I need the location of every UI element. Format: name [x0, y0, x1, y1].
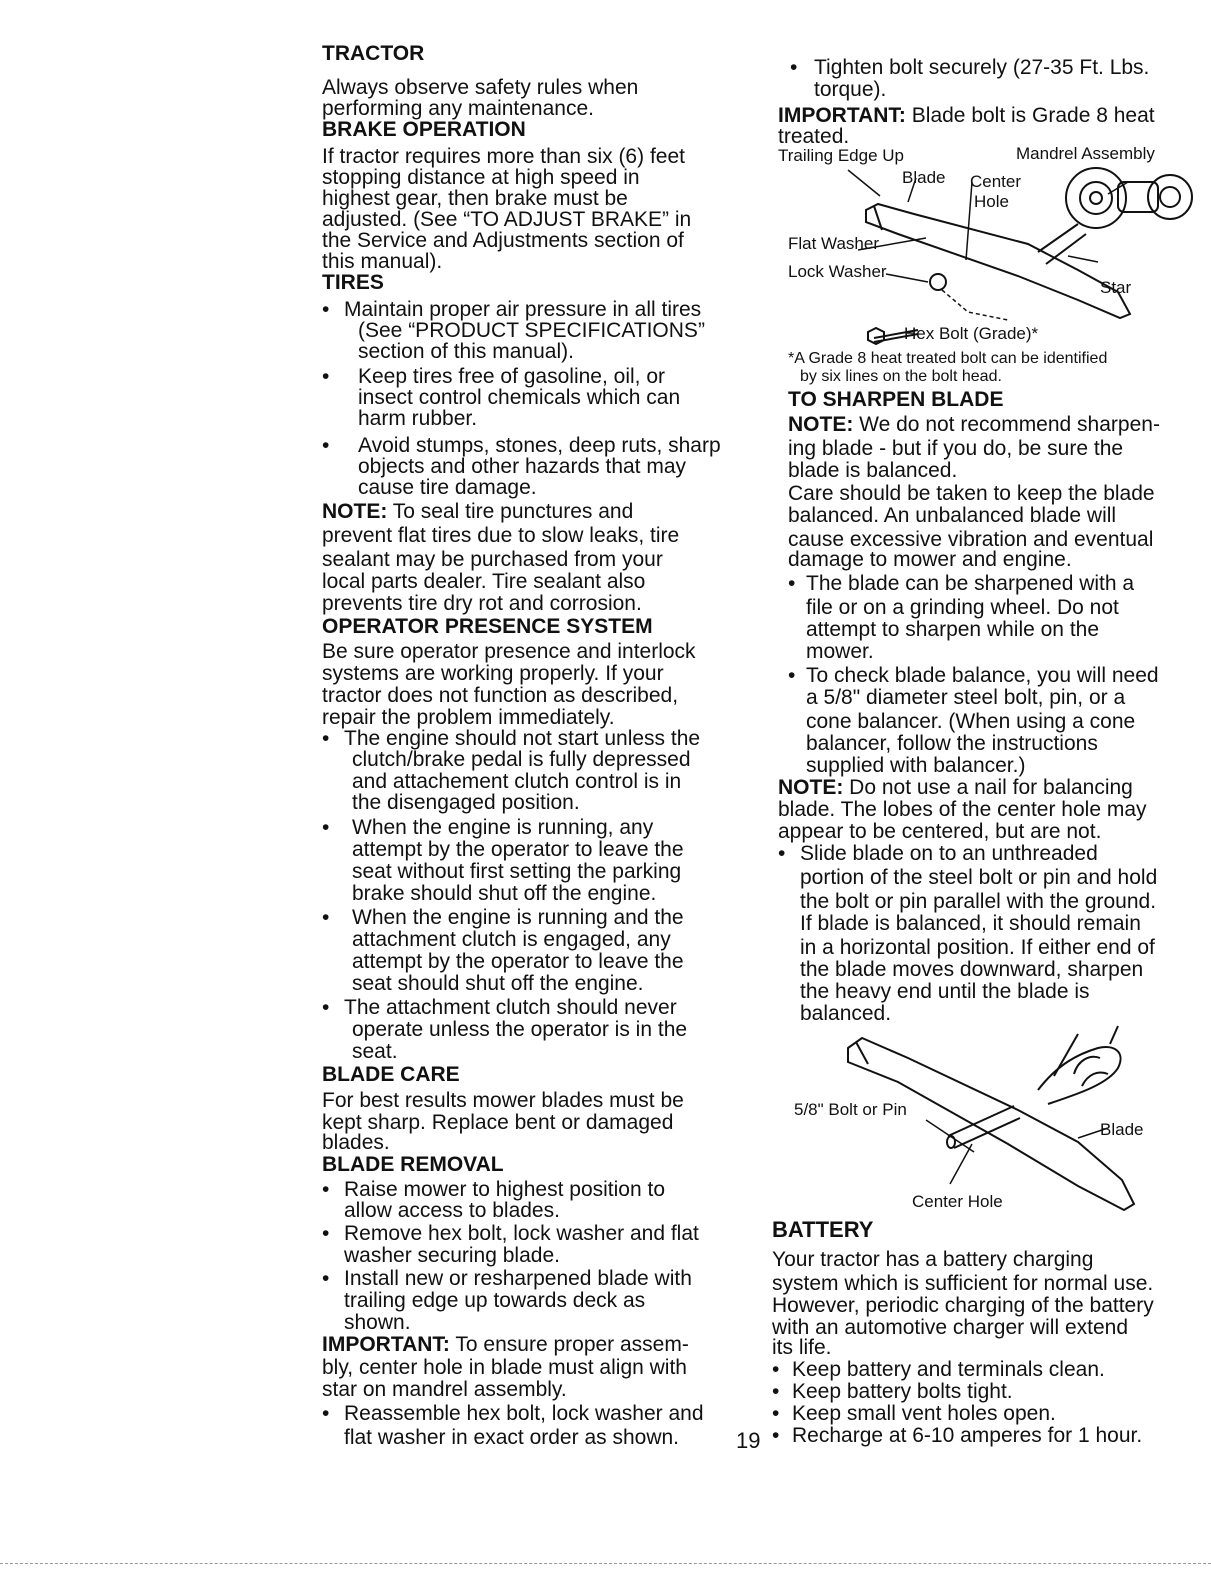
text-line: with an automotive charger will extend [772, 1316, 1129, 1339]
text-line: balancer, follow the instructions [806, 732, 1098, 755]
text-line: torque). [814, 78, 887, 101]
text-line: bly, center hole in blade must align with [322, 1356, 687, 1379]
text-line: When the engine is running, any [352, 816, 654, 839]
note-nail [778, 776, 1133, 800]
text-line: flat washer in exact order as shown. [344, 1426, 679, 1449]
bullet-marker: • [322, 906, 330, 929]
text-line: Blade bolt is Grade 8 heat [911, 104, 1155, 127]
label-star: Star [1100, 278, 1132, 297]
label-flat-washer: Flat Washer [788, 234, 880, 253]
blade-assembly-figure [778, 142, 1198, 352]
text-line: Tighten bolt securely (27-35 Ft. Lbs. [814, 56, 1150, 79]
text-line: the Service and Adjustments section of [322, 229, 684, 252]
bullet-marker: • [772, 1380, 780, 1403]
text-line: (See “PRODUCT SPECIFICATIONS” [358, 319, 705, 342]
text-line: Keep tires free of gasoline, oil, or [358, 365, 666, 388]
text-line: ing blade - but if you do, be sure the [788, 437, 1124, 460]
text-line: seat without first setting the parking [352, 860, 682, 883]
footnote-line: by six lines on the bolt head. [800, 368, 1002, 385]
section-title-operator-presence: OPERATOR PRESENCE SYSTEM [322, 615, 653, 638]
section-title-blade-care: BLADE CARE [322, 1063, 460, 1086]
label-trailing-edge-up: Trailing Edge Up [778, 146, 904, 165]
bullet-marker: • [788, 572, 796, 595]
text-line: brake should shut off the engine. [352, 882, 657, 905]
text-line: If blade is balanced, it should remain [800, 912, 1141, 935]
battery-bullet: Keep small vent holes open. [792, 1402, 1056, 1425]
section-title-tractor: TRACTOR [322, 42, 425, 65]
battery-bullet: Keep battery and terminals clean. [792, 1358, 1105, 1381]
page-number: 19 [736, 1428, 761, 1453]
text-line: seat should shut off the engine. [352, 972, 644, 995]
text-line: balanced. [800, 1002, 892, 1025]
text-line: in a horizontal position. If either end of [800, 936, 1155, 959]
text-line: blade is balanced. [788, 459, 958, 482]
text-line: sealant may be purchased from your [322, 548, 663, 571]
bullet-marker: • [322, 1402, 330, 1425]
text-line: the blade moves downward, sharpen [800, 958, 1144, 981]
battery-bullet: Recharge at 6-10 amperes for 1 hour. [792, 1424, 1143, 1447]
bullet-marker: • [772, 1402, 780, 1425]
text-line: the bolt or pin parallel with the ground. [800, 890, 1157, 913]
blade-balance-figure [778, 1024, 1198, 1230]
text-line: We do not recommend sharpen- [859, 413, 1160, 436]
text-line: The blade can be sharpened with a [806, 572, 1135, 595]
text-line: mower. [806, 640, 874, 663]
text-line: Maintain proper air pressure in all tires [344, 298, 702, 321]
text-line: Avoid stumps, stones, deep ruts, sharp [358, 434, 721, 457]
important-label: IMPORTANT: [778, 104, 906, 127]
text-line: supplied with balancer.) [806, 754, 1026, 777]
text-line: trailing edge up towards deck as [344, 1289, 646, 1312]
text-line: and attachement clutch control is in [352, 770, 682, 793]
text-line: cause excessive vibration and eventual [788, 528, 1154, 551]
text-line: section of this manual). [358, 340, 574, 363]
text-line: its life. [772, 1336, 832, 1359]
text-line: However, periodic charging of the battery [772, 1294, 1154, 1317]
text-line: adjusted. (See “TO ADJUST BRAKE” in [322, 208, 692, 231]
label-lock-washer: Lock Washer [788, 262, 887, 281]
bullet-marker: • [322, 298, 330, 321]
text-line: repair the problem immediately. [322, 706, 615, 729]
text-line: cause tire damage. [358, 476, 537, 499]
section-title-tires: TIRES [322, 271, 384, 294]
text-line: a 5/8" diameter steel bolt, pin, or a [806, 686, 1126, 709]
text-line: prevent flat tires due to slow leaks, tire [322, 524, 680, 547]
text-line: washer securing blade. [344, 1244, 560, 1267]
text-line: balanced. An unbalanced blade will [788, 504, 1117, 527]
text-line: shown. [344, 1311, 411, 1334]
text-line: blades. [322, 1131, 390, 1154]
battery-bullet: Keep battery bolts tight. [792, 1380, 1013, 1403]
bullet-marker: • [322, 727, 330, 750]
text-line: Care should be taken to keep the blade [788, 482, 1155, 505]
text-line: attachment clutch is engaged, any [352, 928, 671, 951]
text-line: To seal tire punctures and [392, 500, 634, 523]
note-label: NOTE: [788, 413, 854, 436]
text-line: operate unless the operator is in the [352, 1018, 688, 1041]
text-line: systems are working properly. If your [322, 662, 664, 685]
bullet-marker: • [772, 1424, 780, 1447]
note-tire-sealant [322, 500, 633, 524]
note-sharpen [788, 413, 1160, 437]
text-line: Remove hex bolt, lock washer and flat [344, 1222, 699, 1245]
label-blade: Blade [1100, 1120, 1144, 1139]
text-line: treated. [778, 125, 850, 148]
text-line: prevents tire dry rot and corrosion. [322, 592, 642, 615]
section-title-blade-removal: BLADE REMOVAL [322, 1153, 504, 1176]
text-line: allow access to blades. [344, 1199, 560, 1222]
text-line: attempt by the operator to leave the [352, 838, 684, 861]
text-line: the heavy end until the blade is [800, 980, 1090, 1003]
text-line: file or on a grinding wheel. Do not [806, 596, 1119, 619]
text-line: Always observe safety rules when [322, 76, 639, 99]
important-center-hole [322, 1333, 689, 1357]
text-line: cone balancer. (When using a cone [806, 710, 1136, 733]
footnote-line: *A Grade 8 heat treated bolt can be identified [788, 350, 1108, 367]
bullet-marker: • [322, 1178, 330, 1201]
text-line: local parts dealer. Tire sealant also [322, 570, 646, 593]
bullet-marker: • [788, 664, 796, 687]
text-line: highest gear, then brake must be [322, 187, 628, 210]
footer-rule [0, 1563, 1211, 1564]
text-line: objects and other hazards that may [358, 455, 687, 478]
label-center-hole: Center Hole [912, 1192, 1003, 1211]
text-line: Install new or resharpened blade with [344, 1267, 692, 1290]
bullet-marker: • [322, 996, 330, 1019]
text-line: damage to mower and engine. [788, 548, 1072, 571]
text-line: star on mandrel assembly. [322, 1378, 567, 1401]
text-line: this manual). [322, 250, 443, 273]
text-line: blade. The lobes of the center hole may [778, 798, 1147, 821]
text-line: the disengaged position. [352, 791, 580, 814]
text-line: appear to be centered, but are not. [778, 820, 1102, 843]
text-line: attempt to sharpen while on the [806, 618, 1100, 641]
text-line: The attachment clutch should never [344, 996, 677, 1019]
text-line: harm rubber. [358, 407, 478, 430]
section-title-brake-operation: BRAKE OPERATION [322, 118, 526, 141]
bullet-marker: • [322, 434, 330, 457]
bullet-marker: • [322, 816, 330, 839]
text-line: Do not use a nail for balancing [849, 776, 1133, 799]
text-line: If tractor requires more than six (6) feet [322, 145, 685, 168]
bullet-marker: • [322, 365, 330, 388]
label-bolt-or-pin: 5/8" Bolt or Pin [794, 1100, 907, 1119]
bullet-marker: • [790, 56, 798, 79]
text-line: To ensure proper assem- [455, 1333, 689, 1356]
text-line: stopping distance at high speed in [322, 166, 640, 189]
label-mandrel-assembly: Mandrel Assembly [1016, 144, 1155, 163]
text-line: Slide blade on to an unthreaded [800, 842, 1098, 865]
text-line: performing any maintenance. [322, 97, 594, 120]
label-center: Center [970, 172, 1022, 191]
text-line: The engine should not start unless the [344, 727, 701, 750]
important-label: IMPORTANT: [322, 1333, 450, 1356]
text-line: clutch/brake pedal is fully depressed [352, 748, 691, 771]
text-line: kept sharp. Replace bent or damaged [322, 1111, 674, 1134]
note-label: NOTE: [778, 776, 844, 799]
section-title-sharpen-blade: TO SHARPEN BLADE [788, 388, 1004, 411]
text-line: To check blade balance, you will need [806, 664, 1159, 687]
text-line: system which is sufficient for normal use. [772, 1272, 1154, 1295]
text-line: Raise mower to highest position to [344, 1178, 665, 1201]
text-line: For best results mower blades must be [322, 1089, 684, 1112]
bullet-marker: • [772, 1358, 780, 1381]
note-label: NOTE: [322, 500, 388, 523]
bullet-marker: • [778, 842, 786, 865]
text-line: seat. [352, 1040, 398, 1063]
text-line: portion of the steel bolt or pin and hold [800, 866, 1158, 889]
label-hex-bolt: Hex Bolt (Grade)* [904, 324, 1039, 343]
text-line: attempt by the operator to leave the [352, 950, 684, 973]
text-line: Be sure operator presence and interlock [322, 640, 696, 663]
section-title-battery: BATTERY [772, 1217, 874, 1242]
text-line: Reassemble hex bolt, lock washer and [344, 1402, 704, 1425]
label-blade: Blade [902, 168, 946, 187]
label-hole: Hole [974, 192, 1009, 211]
text-line: When the engine is running and the [352, 906, 684, 929]
text-line: Your tractor has a battery charging [772, 1248, 1094, 1271]
text-line: tractor does not function as described, [322, 684, 679, 707]
bullet-marker: • [322, 1222, 330, 1245]
bullet-marker: • [322, 1267, 330, 1290]
text-line: insect control chemicals which can [358, 386, 681, 409]
